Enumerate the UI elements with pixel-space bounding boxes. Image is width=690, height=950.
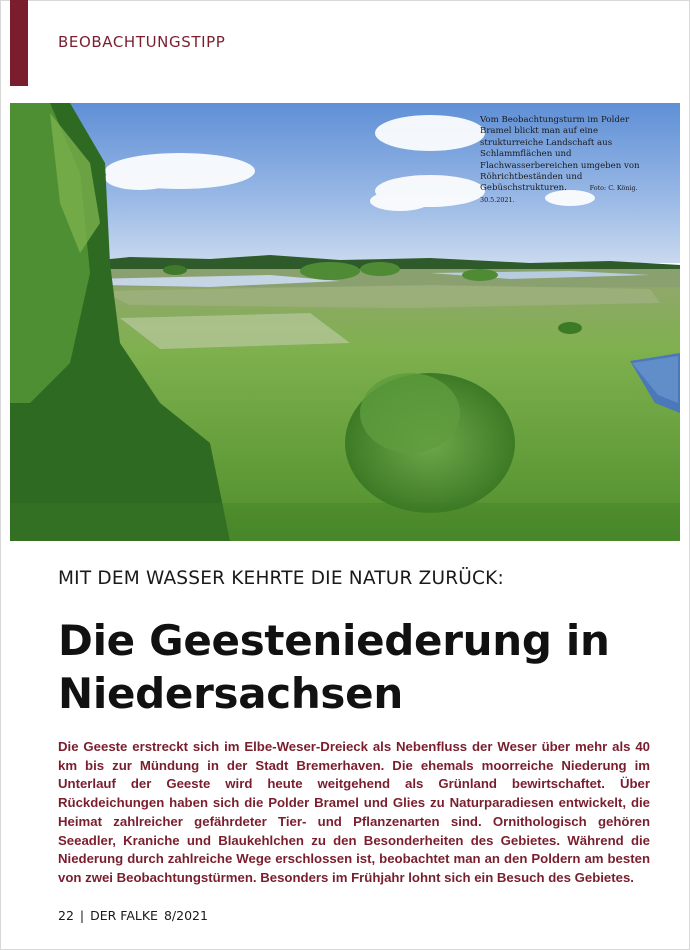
section-accent-bar — [10, 0, 28, 86]
magazine-name: DER FALKE — [90, 908, 158, 923]
footer-separator: | — [79, 908, 85, 923]
photo-caption — [480, 115, 655, 206]
page-number: 22 — [58, 908, 74, 923]
section-label: BEOBACHTUNGSTIPP — [58, 33, 226, 51]
photo-caption-text: Vom Beobachtungsturm im Polder Bramel blickt man auf eine strukturreiche Landschaft aus Schlammflächen und Flachwasserbereichen umgeben von Röhrichtbeständen und Gebüschstrukturen. — [480, 115, 640, 194]
page-footer — [58, 908, 208, 923]
issue-number: 8/2021 — [163, 908, 208, 923]
article-title: Die Geesteniederung in Niedersachsen — [58, 616, 610, 718]
article-kicker: MIT DEM WASSER KEHRTE DIE NATUR ZURÜCK: — [58, 568, 504, 589]
article-lead: Die Geeste erstreckt sich im Elbe-Weser-Dreieck als Nebenfluss der Weser über mehr als 40 km bis zur Mündung in der Stadt Bremerhaven. Die ehemals moorreiche Niederung im Unterlauf der Geeste wird heute weitgehend als Grünland bewirtschaftet. Über Rückdeichungen haben sich die Polder Bramel und Glies zu Naturparadiesen entwickelt, die Heimat zahlreicher gefährdeter Tier- und Pflanzenarten sind. Ornithologisch gehören Seeadler, Kraniche und Blaukehlchen zu den Besonderheiten des Gebietes. Während die Niederung durch zahlreiche Wege erschlossen ist, beobachtet man an den Poldern am besten von zwei Beobachtungstürmen. Besonders im Frühjahr lohnt sich ein Besuch des Gebietes. — [58, 739, 650, 885]
photo-credit: Foto: C. König. 30.5.2021. — [480, 184, 638, 204]
